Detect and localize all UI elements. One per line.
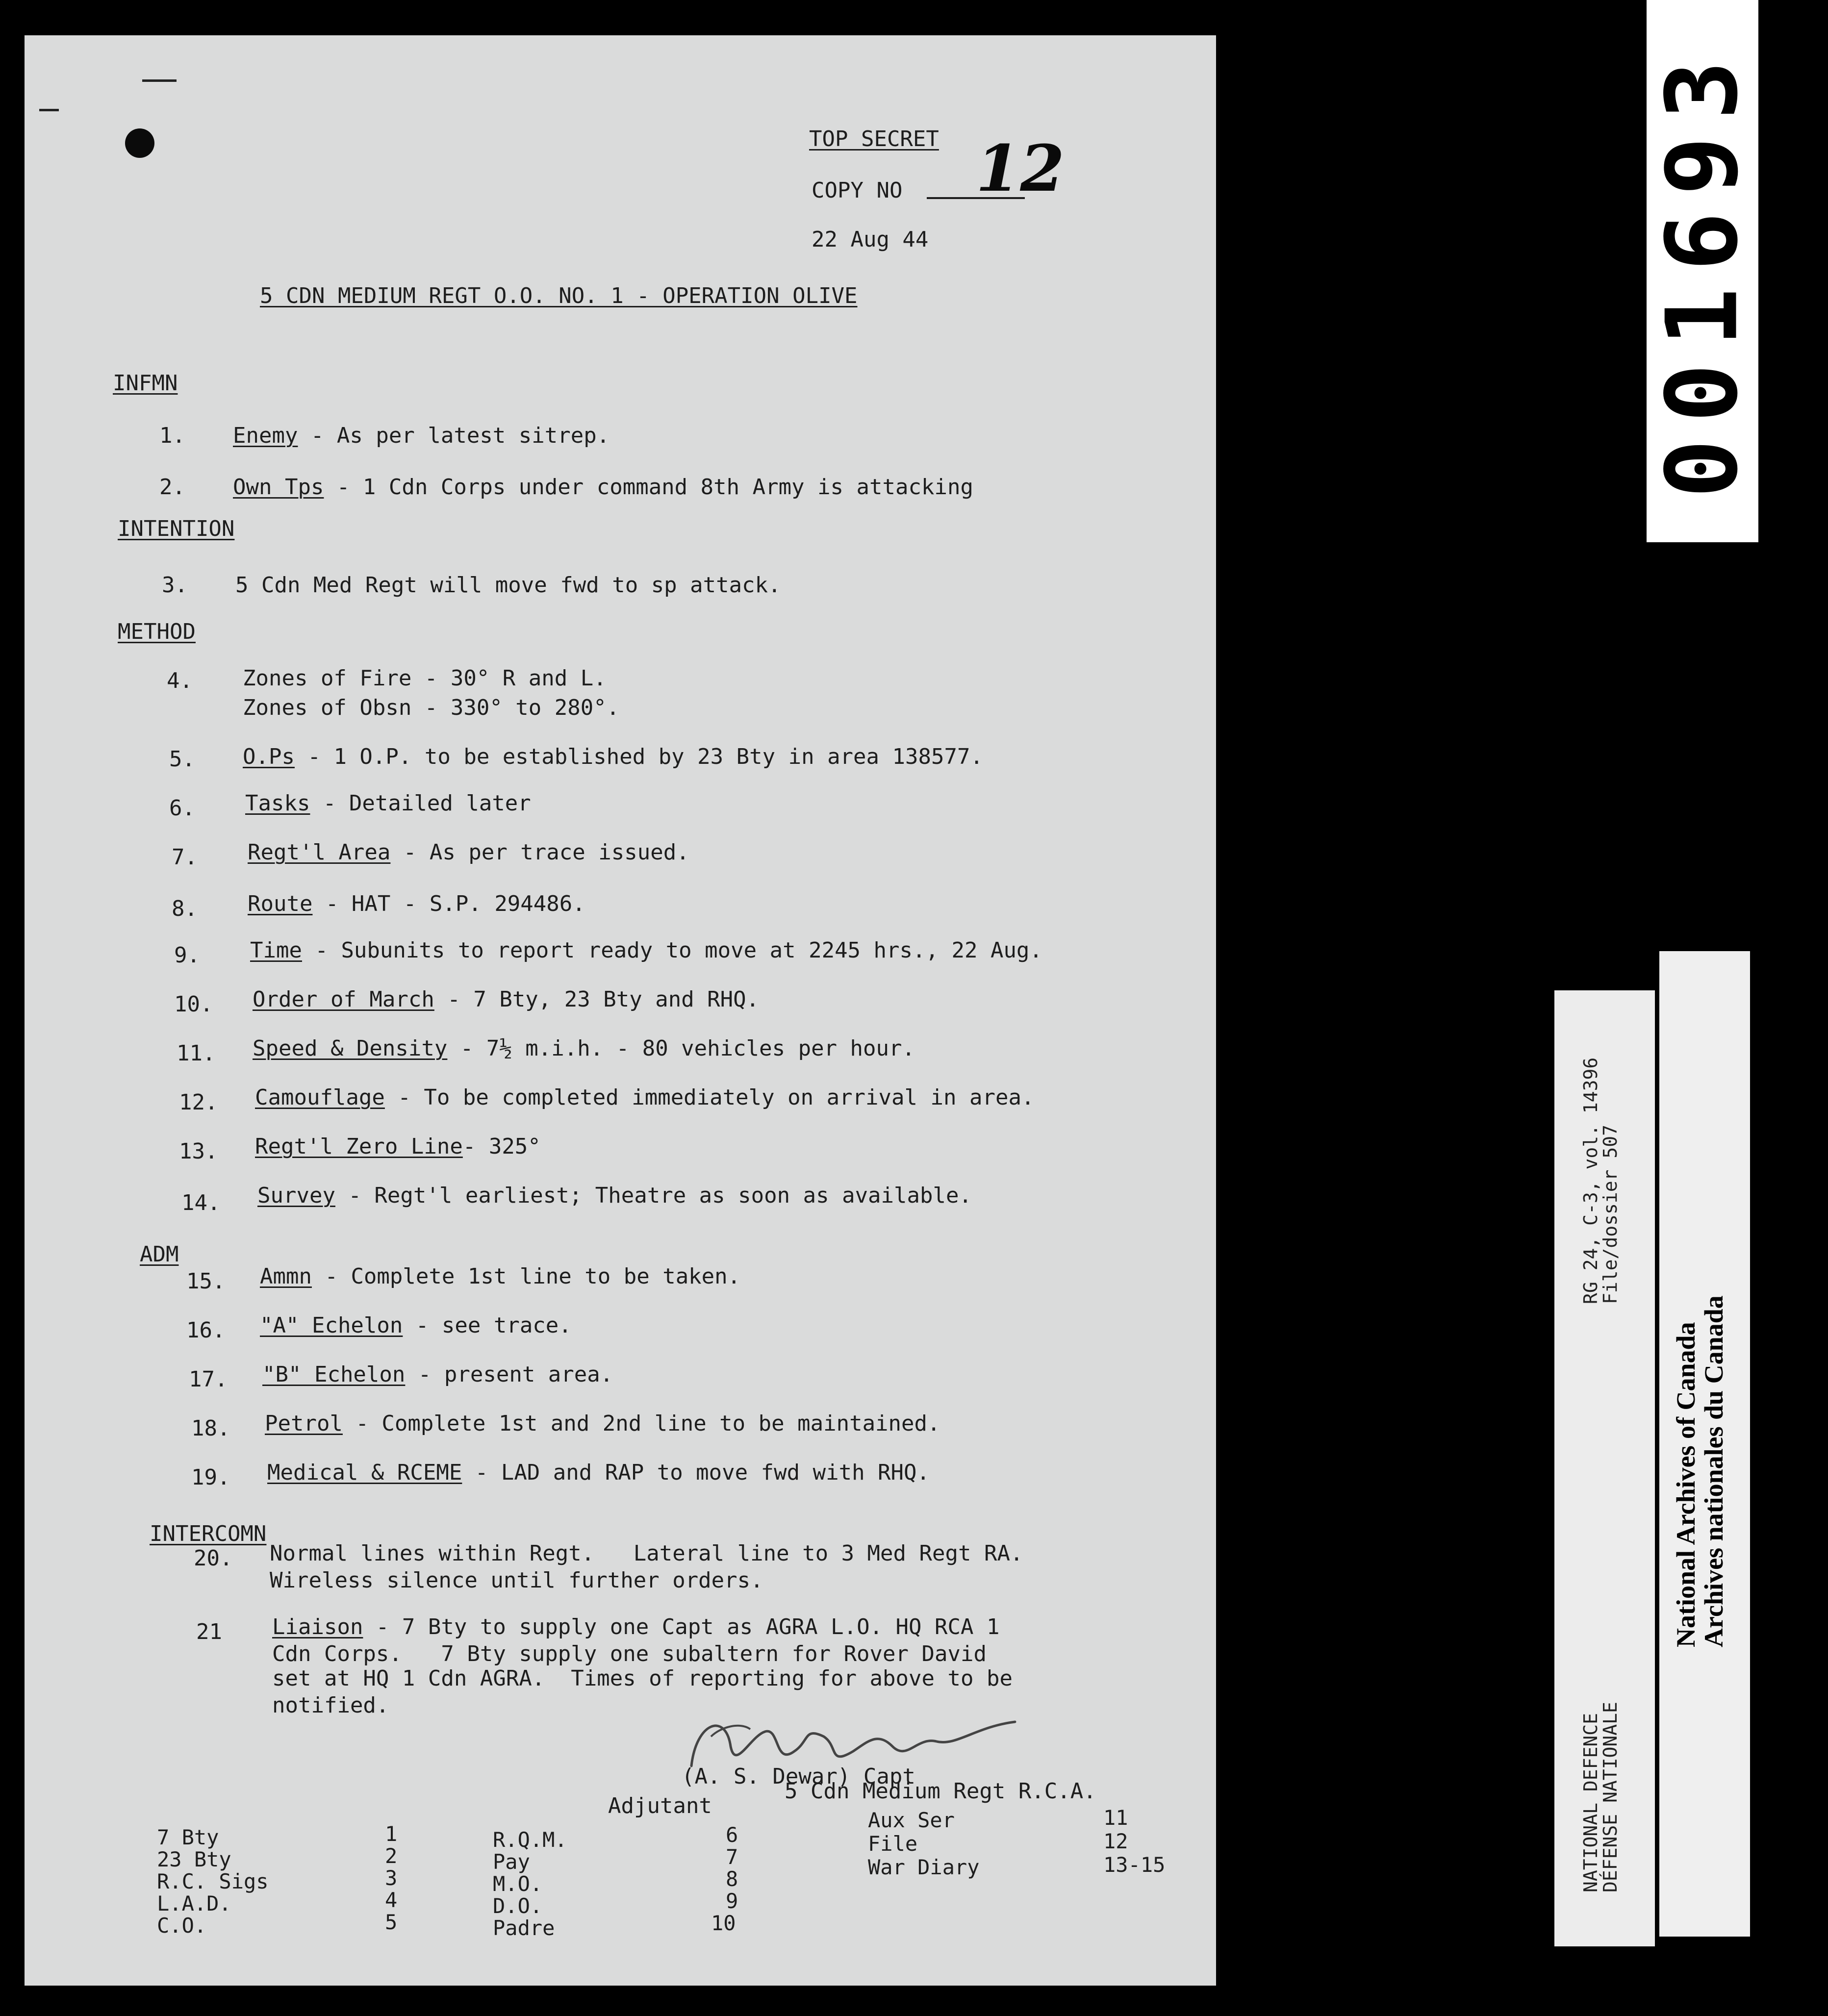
archive-reference [1581,1058,1621,1304]
para-10 [253,989,759,1010]
para-16 [260,1315,572,1336]
distribution-name: War Diary [868,1855,980,1879]
distribution-name: R.C. Sigs [157,1869,269,1893]
order-date: 22 Aug 44 [812,227,929,252]
para-number: 16. [186,1318,226,1343]
para-heading: O.Ps [243,744,295,769]
para-number: 6. [169,796,195,821]
para-heading: Time [250,938,302,963]
distribution-name: 23 Bty [157,1847,231,1871]
distribution-name: 7 Bty [157,1825,219,1849]
para-number: 1. [159,423,185,448]
para-text: - see trace. [403,1313,572,1338]
archive-reference-line: RG 24, C-3, vol. 14396 [1580,1057,1601,1304]
distribution-copy: 11 [1103,1806,1128,1830]
para-number: 4. [167,668,193,693]
distribution-copy: 2 [385,1844,398,1868]
punch-hole [125,128,154,158]
para-text: - 1 Cdn Corps under command 8th Army is attacking [324,475,973,500]
para-21-line-1 [272,1616,999,1638]
para-number: 13. [179,1139,218,1164]
para-number: 20. [194,1546,233,1571]
department-name-line: DÉFENSE NATIONALE [1599,1702,1621,1892]
para-text: - present area. [405,1362,613,1387]
para-heading: Ammn [260,1264,312,1289]
para-text: - Complete 1st and 2nd line to be maintained. [342,1411,940,1436]
para-heading: Tasks [245,791,310,816]
para-text: - 1 O.P. to be established by 23 Bty in area 138577. [294,744,983,769]
para-heading: Regt'l Area [248,840,391,865]
para-text: - 7 Bty to supply one Capt as AGRA L.O. HQ RCA 1 [363,1614,1000,1639]
distribution-name: File [868,1832,918,1856]
document-page [25,35,1216,1986]
para-heading: Liaison [272,1614,363,1639]
para-11 [253,1038,915,1059]
para-number: 9. [174,943,200,968]
para-heading: Enemy [233,423,298,448]
para-13 [255,1136,541,1158]
para-number: 5. [169,747,195,772]
distribution-name: Padre [493,1916,555,1940]
distribution-copy: 6 [726,1823,738,1847]
archive-reference-line: File/dossier 507 [1599,1124,1621,1304]
para-21-line-3: set at HQ 1 Cdn AGRA. Times of reporting for above to be [272,1666,1013,1691]
para-heading: Order of March [253,987,434,1012]
para-1 [233,425,609,447]
copy-number-label: COPY NO [812,178,903,203]
para-text: - As per trace issued. [390,840,689,865]
national-archives-name [1672,1295,1727,1647]
para-text: - As per latest sitrep. [298,423,610,448]
distribution-copy: 5 [385,1910,398,1934]
para-text: - 7 Bty, 23 Bty and RHQ. [434,987,760,1012]
para-5 [243,746,983,768]
para-text: - Regt'l earliest; Theatre as soon as available. [335,1183,972,1208]
section-heading-intention: INTENTION [118,516,235,541]
para-text: - Detailed later [310,791,531,816]
para-20-line-2: Wireless silence until further orders. [270,1568,763,1593]
para-19 [267,1462,930,1484]
para-heading: Own Tps [233,475,324,500]
para-text: - 7½ m.i.h. - 80 vehicles per hour. [447,1036,915,1061]
distribution-copy: 12 [1103,1829,1128,1853]
para-heading: Speed & Density [253,1036,448,1061]
scan-speck [142,79,177,82]
national-archives-name-en: National Archives of Canada [1671,1322,1701,1647]
distribution-name: Pay [493,1850,530,1874]
signatory-appointment: Adjutant [608,1793,712,1818]
para-21-line-4: notified. [272,1693,389,1718]
section-heading-infmn: INFMN [113,371,178,396]
para-number: 17. [189,1367,228,1392]
para-4-line-2: Zones of Obsn - 330° to 280°. [243,695,620,720]
distribution-copy: 3 [385,1866,398,1890]
para-number: 15. [186,1269,226,1294]
para-text: - Subunits to report ready to move at 2245 hrs., 22 Aug. [302,938,1042,963]
distribution-name: C.O. [157,1914,207,1938]
para-7 [248,842,689,863]
distribution-copy: 8 [726,1867,738,1891]
para-heading: "B" Echelon [262,1362,406,1387]
distribution-copy: 9 [726,1889,738,1913]
para-18 [265,1413,940,1435]
classification-marking: TOP SECRET [809,126,939,151]
para-12 [255,1087,1034,1109]
para-text: - Complete 1st line to be taken. [311,1264,741,1289]
archive-reference-label [1554,990,1655,1946]
para-17 [262,1364,613,1386]
para-text: - To be completed immediately on arrival in area. [384,1085,1035,1110]
para-number: 8. [172,896,198,921]
distribution-name: R.Q.M. [493,1828,567,1852]
national-archives-label [1659,951,1750,1937]
para-text: - 325° [462,1134,541,1159]
para-number: 19. [191,1465,230,1490]
frame-number: 001693 [1645,44,1760,499]
para-heading: "A" Echelon [260,1313,403,1338]
department-name [1581,1702,1621,1892]
scan-speck [39,109,59,111]
copy-number-handwritten: 12 [976,131,1065,206]
frame-number-strip [1647,0,1758,542]
para-text: - LAD and RAP to move fwd with RHQ. [462,1460,930,1485]
para-3-text: 5 Cdn Med Regt will move fwd to sp attack. [235,573,781,598]
para-15 [260,1266,740,1287]
distribution-copy: 1 [385,1822,398,1846]
section-heading-intercomn: INTERCOMN [150,1521,267,1546]
distribution-copy: 7 [726,1845,738,1869]
para-4-line-1: Zones of Fire - 30° R and L. [243,666,607,691]
distribution-name: Aux Ser [868,1808,955,1832]
distribution-name: D.O. [493,1894,543,1918]
para-number: 21 [196,1619,222,1644]
para-8 [248,893,585,915]
distribution-name: L.A.D. [157,1891,231,1915]
para-number: 12. [179,1090,218,1115]
signatory-name: (A. S. Dewar) Capt [682,1764,915,1789]
distribution-copy: 10 [711,1911,736,1935]
para-number: 7. [172,845,198,870]
para-21-line-2: Cdn Corps. 7 Bty supply one subaltern for Rover David [272,1641,987,1666]
para-heading: Survey [257,1183,335,1208]
section-heading-adm: ADM [140,1242,179,1267]
distribution-copy: 13-15 [1103,1853,1166,1877]
section-heading-method: METHOD [118,619,196,644]
para-2 [233,477,973,498]
para-14 [257,1185,972,1207]
para-6 [245,793,531,814]
national-archives-name-fr: Archives nationales du Canada [1699,1295,1728,1647]
para-heading: Regt'l Zero Line [255,1134,463,1159]
para-number: 14. [181,1190,221,1215]
para-20-line-1: Normal lines within Regt. Lateral line to 3 Med Regt RA. [270,1541,1023,1566]
para-heading: Petrol [265,1411,343,1436]
department-name-line: NATIONAL DEFENCE [1580,1713,1601,1892]
para-number: 3. [162,573,188,598]
para-number: 18. [191,1416,230,1441]
distribution-name: M.O. [493,1872,543,1896]
para-heading: Camouflage [255,1085,385,1110]
para-9 [250,940,1042,961]
para-number: 2. [159,475,185,500]
para-text: - HAT - S.P. 294486. [312,891,585,916]
distribution-copy: 4 [385,1888,398,1912]
order-title: 5 CDN MEDIUM REGT O.O. NO. 1 - OPERATION OLIVE [260,283,858,308]
signatory-unit: 5 Cdn Medium Regt R.C.A. [785,1779,1096,1804]
para-heading: Route [248,891,313,916]
para-heading: Medical & RCEME [267,1460,462,1485]
para-number: 11. [177,1041,216,1066]
para-number: 10. [174,992,213,1017]
